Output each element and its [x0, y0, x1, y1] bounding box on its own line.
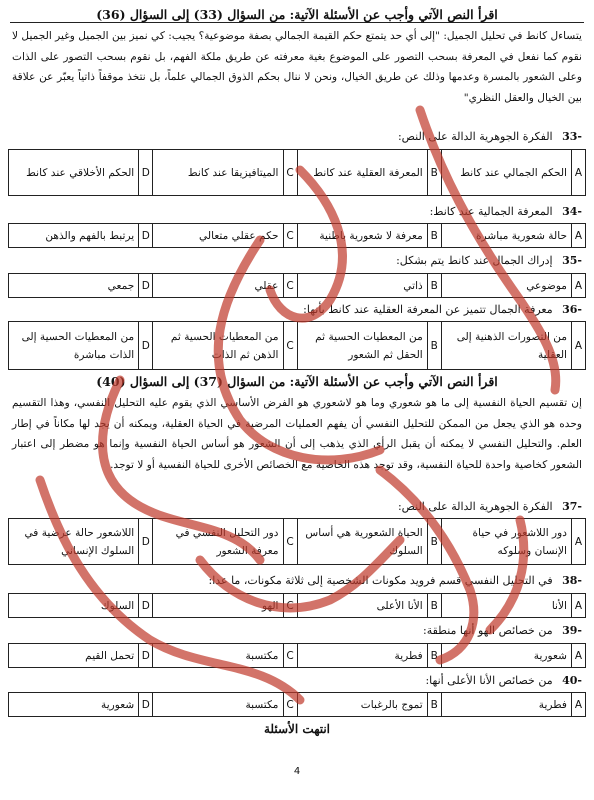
option-letter: C	[283, 519, 297, 565]
question-text: معرفة الجمال تتميز عن المعرفة العقلية عند كانط بأنها:	[303, 303, 553, 316]
option-letter: B	[427, 322, 441, 370]
option-a[interactable]: شعورية	[441, 644, 571, 668]
option-a[interactable]: حالة شعورية مباشرة	[441, 224, 571, 248]
question-36-options	[8, 321, 586, 370]
question-38-options	[8, 593, 586, 618]
option-d[interactable]: يرتبط بالفهم والذهن	[9, 224, 139, 248]
option-a[interactable]: من التصورات الذهنية إلى العقلية	[441, 322, 571, 370]
question-text: إدراك الجمال عند كانط يتم بشكل:	[396, 254, 553, 267]
option-letter: D	[139, 150, 153, 196]
option-letter: B	[427, 274, 441, 298]
option-letter: A	[572, 693, 586, 717]
option-c[interactable]: الميتافيزيقا عند كانط	[153, 150, 283, 196]
question-number: -38	[562, 574, 582, 587]
option-letter: B	[427, 644, 441, 668]
option-c[interactable]: الهو	[153, 594, 283, 618]
question-number: -35	[562, 254, 582, 267]
option-letter: C	[283, 274, 297, 298]
option-c[interactable]: مكتسبة	[153, 693, 283, 717]
option-letter: C	[283, 693, 297, 717]
option-d[interactable]: شعورية	[9, 693, 139, 717]
option-c[interactable]: من المعطيات الحسية ثم الذهن ثم الذات	[153, 322, 283, 370]
question-text: الفكرة الجوهرية الدالة على النص:	[397, 130, 553, 143]
question-35	[12, 254, 582, 267]
section-2-heading: اقرأ النص الآتي وأجب عن الأسئلة الآتية: من السؤال (37) إلى السؤال (40)	[96, 374, 498, 389]
option-letter: B	[427, 224, 441, 248]
option-d[interactable]: من المعطيات الحسية إلى الذات مباشرة	[9, 322, 139, 370]
option-b[interactable]: من المعطيات الحسية ثم الحقل ثم الشعور	[297, 322, 427, 370]
option-letter: B	[427, 519, 441, 565]
option-letter: C	[283, 594, 297, 618]
end-of-questions: انتهت الأسئلة	[263, 722, 331, 736]
option-letter: D	[139, 594, 153, 618]
question-39-options	[8, 643, 586, 668]
option-letter: C	[283, 224, 297, 248]
section-1-heading: اقرأ النص الآتي وأجب عن الأسئلة الآتية: من السؤال (33) إلى السؤال (36)	[10, 7, 584, 23]
option-b[interactable]: ذاتي	[297, 274, 427, 298]
option-letter: B	[427, 150, 441, 196]
question-33	[12, 130, 582, 143]
option-d[interactable]: السلوك	[9, 594, 139, 618]
option-letter: A	[572, 519, 586, 565]
section-2-passage: إن تقسيم الحياة النفسية إلى ما هو شعوري وما هو لاشعوري هو الفرض الأساسي الذي يقوم عليه التحليل النفسي، وهذا التقسيم وحده هو الذي يجعل من الممكن للتحليل النفسي أن يفهم العمليات المرضية في الحياة العقلية، ويمكنه أن يجد لها مكاناً في إطار العلم. والتحليل النفسي لا يمكنه أن يقبل الرأي الذي يذهب إلى أن الشعور هو أساس الحياة النفسية وإنما هو مضطر إلى اعتبار الشعور كخاصية واحدة للحياة النفسية، وقد توجد هذه الخاصية مع الخصائص الأخرى للحياة النفسية أو لا توجد.	[12, 397, 582, 471]
question-37	[12, 500, 582, 513]
question-number: -36	[562, 303, 582, 316]
option-letter: A	[572, 594, 586, 618]
option-a[interactable]: الحكم الجمالي عند كانط	[441, 150, 571, 196]
option-letter: D	[139, 322, 153, 370]
page-number: 4	[293, 766, 301, 777]
option-c[interactable]: عقلي	[153, 274, 283, 298]
question-number: -37	[562, 500, 582, 513]
option-a[interactable]: الأنا	[441, 594, 571, 618]
question-number: -39	[562, 624, 582, 637]
option-letter: C	[283, 644, 297, 668]
option-b[interactable]: فطرية	[297, 644, 427, 668]
question-35-options	[8, 273, 586, 298]
option-letter: D	[139, 519, 153, 565]
section-1-passage: يتساءل كانط في تحليل الجميل: "إلى أي حد يتمتع حكم القيمة الجمالي بصفة موضوعية؟ يجيب: كي نميز بين الجميل وغير الجميل لا نقوم كما نفعل في المعرفة بسحب التصور على الموضوع بغية معرفته عن طريق ملكة الفهم، بل نقوم بسحب التصور على الذات وعلى الشعور بالمسرة وعدمها وذلك عن طريق الخيال، ونحن لا ننال بحكم الذوق الجمالي علماً، بل نتخذ موقفاً ذاتياً يعبّر عن علاقة بين الخيال والعقل النظري"	[12, 30, 582, 104]
option-letter: D	[139, 693, 153, 717]
question-text: من خصائص الأنا الأعلى أنها:	[425, 674, 553, 687]
option-b[interactable]: تموج بالرغبات	[297, 693, 427, 717]
question-34	[12, 205, 582, 218]
option-c[interactable]: مكتسبة	[153, 644, 283, 668]
option-a[interactable]: موضوعي	[441, 274, 571, 298]
option-letter: C	[283, 150, 297, 196]
option-letter: B	[427, 693, 441, 717]
question-text: المعرفة الجمالية عند كانط:	[429, 205, 553, 218]
option-d[interactable]: اللاشعور حالة عرضية في السلوك الإنساني	[9, 519, 139, 565]
question-36	[12, 303, 582, 316]
question-40	[12, 674, 582, 687]
question-38	[12, 574, 582, 587]
option-b[interactable]: معرفة لا شعورية باطنية	[297, 224, 427, 248]
option-a[interactable]: فطرية	[441, 693, 571, 717]
question-33-options	[8, 149, 586, 196]
question-39	[12, 624, 582, 637]
question-34-options	[8, 223, 586, 248]
option-c[interactable]: حكم عقلي متعالي	[153, 224, 283, 248]
option-b[interactable]: الأنا الأعلى	[297, 594, 427, 618]
question-number: -40	[562, 674, 582, 687]
option-letter: A	[572, 150, 586, 196]
option-c[interactable]: دور التحليل النفسي في معرفة الشعور	[153, 519, 283, 565]
option-letter: A	[572, 274, 586, 298]
option-b[interactable]: المعرفة العقلية عند كانط	[297, 150, 427, 196]
option-letter: D	[139, 224, 153, 248]
option-a[interactable]: دور اللاشعور في حياة الإنسان وسلوكه	[441, 519, 571, 565]
question-37-options	[8, 518, 586, 565]
question-text: الفكرة الجوهرية الدالة على النص:	[397, 500, 553, 513]
option-letter: C	[283, 322, 297, 370]
question-40-options	[8, 692, 586, 717]
question-text: من خصائص الهو أنها منطقة:	[423, 624, 553, 637]
option-letter: D	[139, 644, 153, 668]
option-b[interactable]: الحياة الشعورية هي أساس السلوك	[297, 519, 427, 565]
option-letter: A	[572, 322, 586, 370]
option-letter: A	[572, 224, 586, 248]
option-letter: B	[427, 594, 441, 618]
question-text: في التحليل النفسي قسم فرويد مكونات الشخصية إلى ثلاثة مكونات، ما عدا:	[208, 574, 553, 587]
question-number: -34	[562, 205, 582, 218]
option-letter: D	[139, 274, 153, 298]
option-d[interactable]: تحمل القيم	[9, 644, 139, 668]
option-d[interactable]: الحكم الأخلاقي عند كانط	[9, 150, 139, 196]
option-letter: A	[572, 644, 586, 668]
option-d[interactable]: جمعي	[9, 274, 139, 298]
question-number: -33	[562, 130, 582, 143]
